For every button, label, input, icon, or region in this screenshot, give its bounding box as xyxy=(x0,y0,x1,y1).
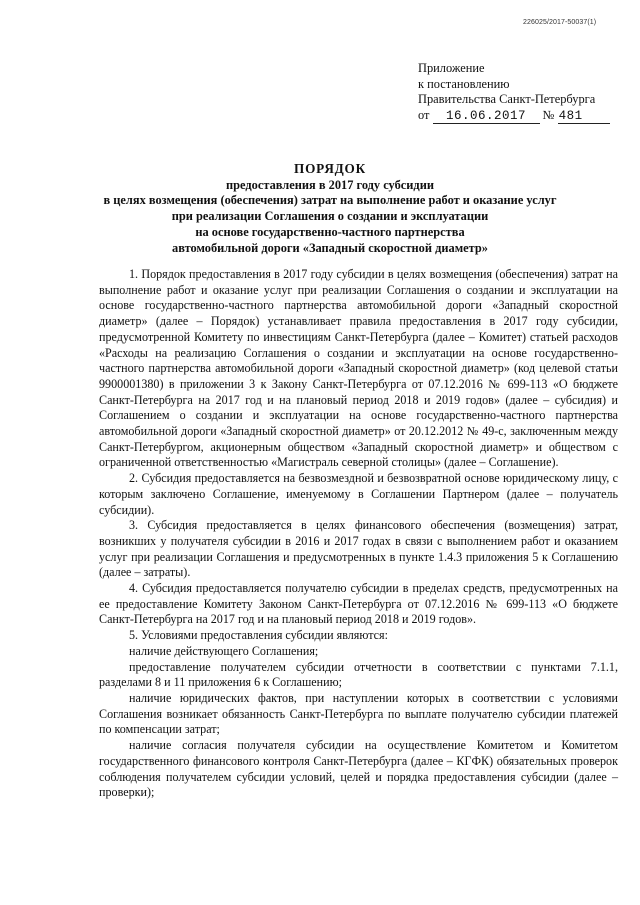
appendix-line-2: к постановлению xyxy=(418,76,510,91)
title-line: автомобильной дороги «Западный скоростной диаметр» xyxy=(172,240,488,255)
appendix-line-3: Правительства Санкт-Петербурга xyxy=(418,92,596,106)
date-prefix: от xyxy=(418,107,430,122)
title-line: предоставления в 2017 году субсидии xyxy=(226,177,434,192)
paragraph: наличие согласия получателя субсидии на осуществление Комитетом и Комитетом государственного финансового контроля Санкт-Петербурга (далее – КГФК) обязательных проверок соблюдения получателем субсидии условий, целей и порядка предоставления субсидии (далее – проверки); xyxy=(99,738,618,800)
title-line: на основе государственно-частного партнерства xyxy=(195,224,465,239)
number-prefix: № xyxy=(542,107,555,122)
paragraph: 5. Условиями предоставления субсидии являются: xyxy=(129,628,388,643)
paragraph: предоставление получателем субсидии отчетности в соответствии с пунктами 7.1.1, разделами 8 и 11 приложения 6 к Соглашению; xyxy=(99,659,618,690)
title-line: в целях возмещения (обеспечения) затрат на выполнение работ и оказание услуг xyxy=(103,193,557,208)
paragraph: наличие действующего Соглашения; xyxy=(129,643,319,658)
title-main: ПОРЯДОК xyxy=(294,161,366,176)
paragraph: 3. Субсидия предоставляется в целях финансового обеспечения (возмещения) затрат, возникших у получателя субсидии в 2016 и 2017 годах в связи с выполнением работ и оказанием услуг при реализации Соглашения и предусмотренных в пункте 1.4.3 приложения 5 к Соглашению (далее – затраты). xyxy=(99,518,618,580)
document-title xyxy=(70,161,590,256)
appendix-header xyxy=(418,61,610,124)
appendix-date-line xyxy=(418,108,610,124)
title-line: при реализации Соглашения о создании и эксплуатации xyxy=(171,209,489,224)
paragraph: 4. Субсидия предоставляется получателю субсидии в пределах средств, предусмотренных на ее предоставление Комитету Законом Санкт-Петербурга от 07.12.2016 № 699-113 «О бюджете Санкт-Петербурга на 2017 год и на плановый период 2018 и 2019 годов». xyxy=(99,581,618,627)
paragraph: наличие юридических фактов, при наступлении которых в соответствии с условиями Соглашения возникает обязанность Санкт-Петербурга по выплате получателю субсидии платежей по компенсации затрат; xyxy=(99,690,618,737)
handwritten-date: 16.06.2017 xyxy=(433,110,540,124)
paragraph: 2. Субсидия предоставляется на безвозмездной и безвозвратной основе юридическому лицу, с которым заключено Соглашение, именуемому в Соглашении Партнером (далее – получатель субсидии). xyxy=(99,471,618,517)
handwritten-number: 481 xyxy=(558,110,610,124)
document-id: 226025/2017-50037(1) xyxy=(523,19,597,26)
paragraph: 1. Порядок предоставления в 2017 году субсидии в целях возмещения (обеспечения) затрат на выполнение работ и оказание услуг при реализации Соглашения о создании и эксплуатации на основе государственно-частного партнерства автомобильной дороги «Западный скоростной диаметр» (далее – Порядок) устанавливает правила предоставления в 2017 году субсидии, предусмотренной Комитету по инвестициям Санкт-Петербурга (далее – Комитет) статьей расходов «Расходы на реализацию Соглашения о создании и эксплуатации на основе государственно-частного партнерства автомобильной дороги «Западный скоростной диаметр» (код целевой статьи 9900001380) в приложении 3 к Закону Санкт-Петербурга от 07.12.2016 № 699-113 «О бюджете Санкт-Петербурга на 2017 год и на плановый период 2018 и 2019 годов» (далее – субсидия) и Соглашением о создании и эксплуатации на основе государственно-частного партнерства автомобильной дороги «Западный скоростной диаметр» от 20.12.2012 № 49-с, заключенным между Санкт-Петербургом, акционерным обществом «Западный скоростной диаметр» и обществом с ограниченной ответственностью «Магистраль северной столицы» (далее – Соглашение). xyxy=(99,267,618,470)
document-body xyxy=(99,267,618,801)
appendix-line-1: Приложение xyxy=(418,61,485,75)
